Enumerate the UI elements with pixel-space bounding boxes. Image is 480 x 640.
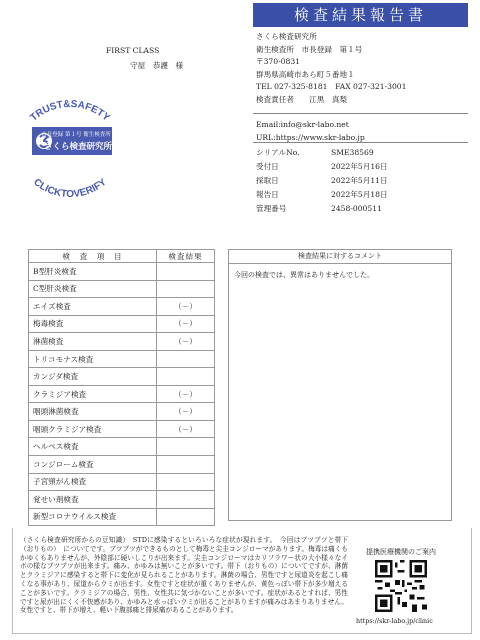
svg-text:TRUST&SAFETY: [28, 99, 111, 124]
test-result: [157, 491, 215, 509]
test-result: [157, 508, 215, 526]
meta-row: [256, 160, 388, 174]
meta-value: SME38569: [331, 148, 374, 157]
table-row: [29, 473, 215, 491]
lab-line: さくら検査研究所: [256, 32, 317, 41]
test-item: B型肝炎検査: [29, 263, 157, 281]
table-row: [29, 280, 215, 298]
comment-header: 検査結果に対するコメント: [229, 250, 451, 264]
table-row: [29, 456, 215, 474]
meta-label: 報告日: [256, 190, 279, 199]
test-item: 咽頭淋菌検査: [29, 403, 157, 421]
table-row: [29, 368, 215, 386]
report-meta: [256, 146, 388, 216]
test-result: （－）: [157, 333, 215, 351]
meta-row: [256, 174, 388, 188]
meta-row: [256, 146, 388, 160]
test-result: [157, 368, 215, 386]
table-row: [29, 333, 215, 351]
test-item: 子宮頸がん検査: [29, 473, 157, 491]
table-row: [29, 263, 215, 281]
test-item: 新型コロナウイルス検査: [29, 508, 157, 526]
lab-line: TEL 027-325-8181 FAX 027-321-3001: [256, 82, 407, 91]
test-result: （－）: [157, 298, 215, 316]
lab-email[interactable]: Email:info@skr-labo.net: [256, 120, 349, 129]
meta-row: [256, 188, 388, 202]
test-result: （－）: [157, 385, 215, 403]
test-item: 淋菌検査: [29, 333, 157, 351]
test-result: [157, 456, 215, 474]
seal-registration: 市長登録 第１号 衛生検査所: [41, 132, 111, 138]
meta-label: 受付日: [256, 162, 279, 171]
results-header-row: [29, 250, 215, 263]
lab-line: 〒370-0831: [256, 57, 300, 66]
test-result: [157, 350, 215, 368]
qr-url[interactable]: https://skr-labo.jp/clinic: [356, 617, 433, 625]
test-result: （－）: [157, 420, 215, 438]
seal-name: さくら検査研究所: [43, 142, 113, 152]
lab-contact: [256, 119, 365, 144]
test-item: ヘルペス検査: [29, 438, 157, 456]
test-item: エイズ検査: [29, 298, 157, 316]
test-result: [157, 263, 215, 281]
divider: [253, 113, 468, 114]
table-row: [29, 508, 215, 526]
meta-value: 2458-000511: [331, 204, 382, 213]
test-result: （－）: [157, 403, 215, 421]
header-item: 検 査 項 目: [29, 250, 157, 263]
table-row: [29, 403, 215, 421]
lab-info: [256, 31, 406, 106]
test-result: [157, 438, 215, 456]
lab-url[interactable]: URL:https://www.skr-labo.jp: [256, 132, 365, 142]
meta-label: 管理番号: [256, 204, 287, 213]
header-result: 検査結果: [157, 250, 215, 263]
meta-value: 2022年5月16日: [331, 162, 388, 171]
table-row: [29, 491, 215, 509]
test-item: トリコモナス検査: [29, 350, 157, 368]
lab-line: 衛生検査所 市長登録 第１号: [256, 44, 363, 54]
test-item: コンジローム検査: [29, 456, 157, 474]
std-knowledge-text: （さくら検査研究所からの豆知識） STDに感染するといろいろな症状が現れます。 今回はブツブツと帯下（おりもの） についてです。ブツブツができるものとして梅毒と尖圭コンジローマがあります。梅毒は痛くもかゆくもありませんが、外陰部に硬いしこりが出来ます。尖圭コンジローマはカリフラワー状の大小様々なイボの様なブツブツが出来ます。痛み、かゆみは無いことが多いです。帯下（おりもの）についてですが、淋菌とクラミジアに感染すると帯下に変化が見られることがあります。淋菌の場合、男性ですと尿道炎を起こし痛くなる事があり、尿道からウミが出ます。女性ですと症状が重くありませんが、黄色っぽい帯下が多少増えることが多いです。クラミジアの場合、男性、女性共に気づかないことが多いです。症状があるとすれば、男性ですと尿が出にくく不快感があり、かゆみと水っぽいウミが出ることがありますが痛みはあまりありません。女性ですと、帯下が増え、軽い下腹部痛と排尿痛があることがあります。: [20, 536, 348, 615]
table-row: [29, 298, 215, 316]
table-row: [29, 420, 215, 438]
test-item: 梅毒検査: [29, 315, 157, 333]
recipient: [106, 43, 183, 73]
qr-caption: 提携医療機関のご案内: [366, 548, 436, 556]
meta-label: シリアルNo.: [256, 148, 300, 157]
report-title: 検査結果報告書: [253, 3, 468, 27]
meta-value: 2022年5月11日: [331, 176, 388, 185]
lab-line: 群馬県高崎市あら町５番地１: [256, 69, 355, 79]
seal-top-text: TRUST&SAFETY: [28, 98, 112, 124]
test-item: クラミジア検査: [29, 385, 157, 403]
svg-text:CLICKTOVERIFY: [31, 177, 109, 200]
recipient-company: FIRST CLASS: [106, 46, 160, 55]
divider: [253, 142, 468, 143]
test-item: 覚せい剤検査: [29, 491, 157, 509]
trust-seal-icon[interactable]: [6, 91, 134, 203]
results-table: [28, 249, 215, 526]
table-row: [29, 438, 215, 456]
test-item: C型肝炎検査: [29, 280, 157, 298]
test-result: [157, 280, 215, 298]
recipient-name: 守屋 恭護 様: [130, 61, 184, 70]
test-result: （－）: [157, 315, 215, 333]
table-row: [29, 315, 215, 333]
test-result: [157, 473, 215, 491]
qr-code-icon[interactable]: [375, 560, 427, 612]
comment-body: 今回の検査では、異常はありませんでした。: [234, 271, 374, 279]
table-row: [29, 385, 215, 403]
meta-row: [256, 202, 388, 216]
lab-line: 検査責任者 江黒 真梨: [256, 94, 348, 104]
test-item: 咽頭クラミジア検査: [29, 420, 157, 438]
meta-value: 2022年5月18日: [331, 190, 388, 199]
seal-bottom-text: CLICKTOVERIFY: [31, 176, 109, 201]
table-row: [29, 350, 215, 368]
test-item: カンジダ検査: [29, 368, 157, 386]
meta-label: 採取日: [256, 176, 279, 185]
comment-box: [228, 249, 452, 521]
